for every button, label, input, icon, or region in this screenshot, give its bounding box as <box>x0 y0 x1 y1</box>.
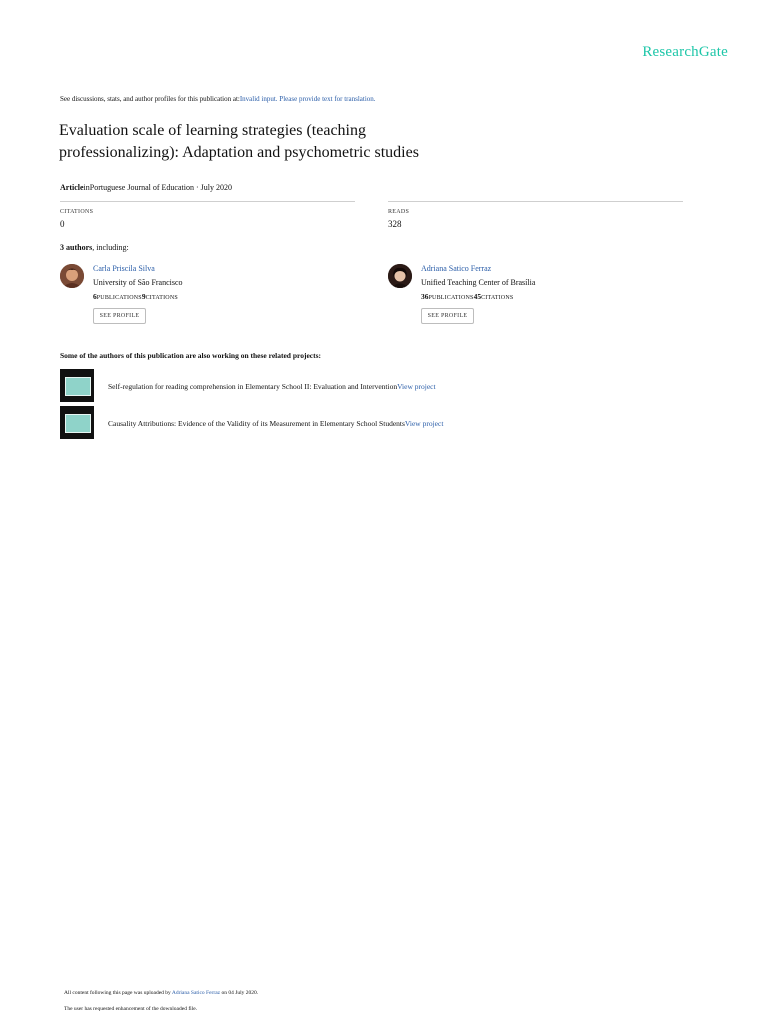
see-profile-button[interactable]: SEE PROFILE <box>93 308 146 324</box>
discussion-prefix: See discussions, stats, and author profiles for this publication at: <box>60 95 240 103</box>
author-name[interactable]: Adriana Satico Ferraz <box>421 264 492 273</box>
author-citations-label: CITATIONS <box>145 295 178 301</box>
author-publications-count: 36 <box>421 292 429 301</box>
author-publications-label: PUBLICATIONS <box>96 295 142 301</box>
authors-count: 3 authors <box>60 243 93 252</box>
reads-divider <box>388 201 683 202</box>
researchgate-logo[interactable]: ResearchGate <box>642 44 728 60</box>
author-institution: University of São Francisco <box>93 278 183 287</box>
authors-suffix: , including: <box>92 243 129 252</box>
upload-suffix: on 04 July 2020. <box>220 990 259 996</box>
journal-info: Portuguese Journal of Education · July 2020 <box>89 183 232 192</box>
author-citations-count: 45 <box>473 292 482 301</box>
citations-label: CITATIONS <box>60 209 94 215</box>
project-title: Causality Attributions: Evidence of the Validity of its Measurement in Elementary School Students <box>108 419 405 428</box>
meta-in: in <box>83 183 90 192</box>
view-project-link[interactable]: View project <box>397 382 436 391</box>
author-name[interactable]: Carla Priscila Silva <box>93 264 155 273</box>
project-item <box>108 419 443 428</box>
author-citations-count: 9 <box>141 292 146 301</box>
discussion-line <box>60 95 376 103</box>
reads-label: READS <box>388 209 410 215</box>
project-item <box>108 382 436 391</box>
project-title: Self-regulation for reading comprehension in Elementary School II: Evaluation and Intervention <box>108 382 398 391</box>
project-thumbnail[interactable] <box>60 406 94 439</box>
upload-prefix: All content following this page was uploaded by <box>64 990 172 996</box>
reads-value: 328 <box>388 219 402 229</box>
author-publications-count: 6 <box>93 292 97 301</box>
publication-meta <box>60 183 232 192</box>
author-citations-label: CITATIONS <box>481 295 514 301</box>
author-avatar[interactable] <box>388 264 412 288</box>
project-folder-icon <box>65 377 91 396</box>
see-profile-button[interactable]: SEE PROFILE <box>421 308 474 324</box>
author-avatar[interactable] <box>60 264 84 288</box>
author-stats <box>93 292 178 301</box>
publication-link[interactable]: Invalid input. Please provide text for translation. <box>239 95 376 103</box>
author-stats <box>421 292 513 301</box>
view-project-link[interactable]: View project <box>404 419 444 428</box>
project-thumbnail[interactable] <box>60 369 94 402</box>
publication-type: Article <box>60 183 84 192</box>
related-projects-heading: Some of the authors of this publication are also working on these related projects: <box>60 351 322 360</box>
upload-note <box>64 990 258 996</box>
project-folder-icon <box>65 414 91 433</box>
publication-title: Evaluation scale of learning strategies (teaching professionalizing): Adaptation and psychometric studies <box>59 122 419 161</box>
uploader-link[interactable]: Adriana Satico Ferraz <box>171 990 221 996</box>
author-photo-icon <box>388 264 412 288</box>
authors-heading <box>60 243 129 252</box>
author-photo-icon <box>60 264 84 288</box>
citations-divider <box>60 201 355 202</box>
author-institution: Unified Teaching Center of Brasília <box>421 278 536 287</box>
citations-value: 0 <box>60 219 65 229</box>
enhancement-note: The user has requested enhancement of the downloaded file. <box>64 1006 198 1012</box>
author-publications-label: PUBLICATIONS <box>428 295 474 301</box>
